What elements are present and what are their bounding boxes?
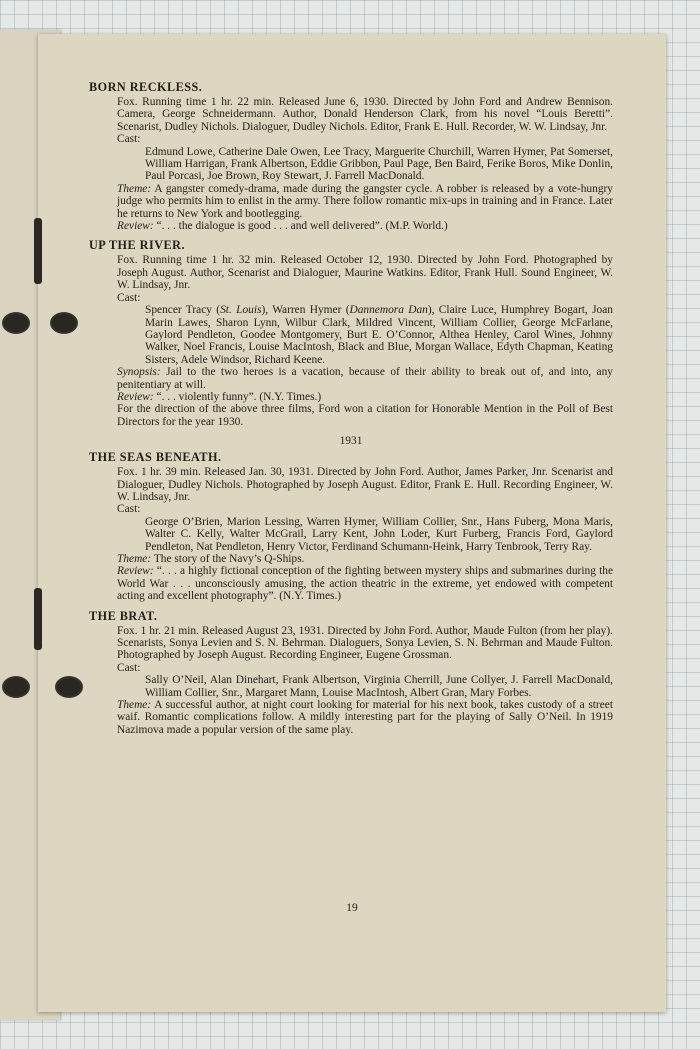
- film-entry-the-brat: [89, 609, 613, 737]
- cast-label: Cast:: [117, 503, 141, 516]
- film-details: Fox. Running time 1 hr. 32 min. Released October 12, 1930. Directed by John Ford. Photographed by Joseph August. Author, Scenarist and Dialoguer, Maurine Watkins. Editor, Frank Hull. Sound Engineer, W. W. Lindsay, Jnr.: [117, 254, 613, 292]
- role-name: Dannemora Dan: [349, 304, 428, 317]
- theme-paragraph: [117, 183, 613, 220]
- film-title: THE BRAT.: [89, 608, 158, 623]
- theme-label: Theme:: [117, 553, 152, 565]
- film-title: BORN RECKLESS.: [89, 80, 203, 94]
- review-label: Review:: [117, 565, 154, 578]
- film-details: Fox. 1 hr. 39 min. Released Jan. 30, 1931. Directed by John Ford. Author, James Parker, Jnr. Scenarist and Dialoguer, Dudley Nichols. Photographed by Joseph August. Editor, Frank E. Hull. Recording Engineer, W. W. Lindsay, Jnr.: [117, 466, 613, 503]
- page-number: 19: [346, 902, 358, 914]
- cast-list: George O’Brien, Marion Lessing, Warren Hymer, William Collier, Snr., Hans Fuberg, Mona Maris, Walter C. Kelly, Walter McGrail, Larry Kent, John Loder, Kurt Furberg, Francis Ford, Gaylord Pendleton, Nat Pendleton, Henry Victor, Ferdinand Schumann-Heink, Harry Tenbrook, Terry Ray.: [145, 515, 613, 553]
- cast-list: Sally O’Neil, Alan Dinehart, Frank Albertson, Virginia Cherrill, June Collyer, J. Farrell MacDonald, William Collier, Snr., Margaret Mann, Louise MacIntosh, Albert Gran, Mary Forbes.: [145, 674, 613, 699]
- film-entry-the-seas-beneath: [89, 450, 613, 602]
- film-title: THE SEAS BENEATH.: [89, 450, 222, 465]
- review-text: “. . . a highly fictional conception of the fighting between mystery ships and submarines during the World War . . . unconsciously amusing, the action theatric in the extreme, yet endowed with competent acting and excellent photography”. (N.Y. Times.): [117, 565, 613, 603]
- review-text: “. . . violently funny”. (N.Y. Times.): [153, 390, 322, 403]
- theme-text: A successful author, at night court looking for material for his next book, takes custody of a street waif. Romantic complications follow. A mildly interesting part for the playing of Sally O’Neil. In 1919 Nazimova made a popular version of the same play.: [117, 699, 613, 736]
- review-paragraph: [117, 391, 613, 403]
- theme-text: A gangster comedy-drama, made during the gangster cycle. A robber is released by a vote-hungry judge who permits him to enlist in the army. There follow romantic mix-ups in training and in France. Later he returns to New York and bootlegging.: [117, 182, 613, 220]
- role-name: St. Louis: [220, 304, 262, 317]
- punch-hole: [2, 312, 30, 334]
- punch-hole: [50, 312, 78, 334]
- film-title: UP THE RIVER.: [89, 238, 186, 253]
- film-details: Fox. Running time 1 hr. 22 min. Released June 6, 1930. Directed by John Ford and Andrew Bennison. Camera, George Schneidermann. Author, Donald Henderson Clark, from his novel “Louis Beretti”. Scenarist, Dudley Nichols. Dialoguer, Dudley Nichols. Editor, Frank E. Hull. Recorder, W. W. Lindsay, Jnr.: [117, 96, 613, 133]
- theme-text: The story of the Navy’s Q-Ships.: [151, 553, 305, 565]
- year-heading: 1931: [339, 435, 363, 448]
- film-entry-up-the-river: [89, 238, 613, 428]
- synopsis-label: Synopsis:: [117, 366, 161, 379]
- theme-label: Theme:: [117, 182, 152, 195]
- review-paragraph: [117, 565, 613, 602]
- synopsis-paragraph: [117, 366, 613, 391]
- review-text: “. . . the dialogue is good . . . and well delivered”. (M.P. World.): [153, 220, 448, 233]
- punch-hole: [55, 676, 83, 698]
- cast-label: Cast:: [117, 661, 141, 674]
- binder-mark: [34, 218, 42, 284]
- review-label: Review:: [117, 390, 154, 403]
- document-page: [38, 34, 666, 1012]
- cast-text: ), Warren Hymer (: [261, 304, 350, 317]
- theme-paragraph: [117, 553, 613, 565]
- page-content: [89, 80, 613, 742]
- cast-label: Cast:: [117, 291, 141, 304]
- review-label: Review:: [117, 220, 154, 233]
- film-entry-born-reckless: [89, 80, 613, 232]
- cast-text: Spencer Tracy (: [145, 304, 221, 317]
- cast-text: ), Claire Luce, Humphrey Bogart, Joan Marin Lawes, Sharon Lynn, Wilbur Clark, Mildred Vincent, William Collier, George McFarlane, Gaylord Pendleton, Goodee Montgomery, Burt E. O’Connor, Althea Henley, Carol Wines, Johnny Walker, Noel Francis, Louise MacIntosh, Black and Blue, Morgan Wallace, Edyth Chapman, Keating Sisters, Adele Windsor, Richard Keene.: [145, 304, 613, 366]
- film-details: Fox. 1 hr. 21 min. Released August 23, 1931. Directed by John Ford. Author, Maude Fulton (from her play). Scenarists, Sonya Levien and S. N. Behrman. Dialoguers, Sonya Levien, S. N. Behrman and Maude Fulton. Photographed by Joseph August. Recording Engineer, Eugene Grossman.: [117, 624, 613, 662]
- cast-list: [145, 304, 613, 366]
- punch-hole: [2, 676, 30, 698]
- theme-paragraph: [117, 699, 613, 736]
- cast-list: Edmund Lowe, Catherine Dale Owen, Lee Tracy, Marguerite Churchill, Warren Hymer, Pat Somerset, William Harrigan, Frank Albertson, Eddie Gribbon, Paul Page, Ben Baird, Ferike Boros, Mike Donlin, Paul Porcasi, Joe Brown, Roy Stewart, J. Farrell MacDonald.: [145, 145, 613, 183]
- cast-label: Cast:: [117, 133, 141, 146]
- synopsis-text: Jail to the two heroes is a vacation, because of their ability to break out of, and into, any penitentiary at will.: [117, 366, 613, 391]
- theme-label: Theme:: [117, 699, 152, 712]
- review-paragraph: [117, 220, 613, 232]
- note-paragraph: For the direction of the above three films, Ford won a citation for Honorable Mention in the Poll of Best Directors for the year 1930.: [117, 403, 613, 428]
- binder-mark: [34, 588, 42, 650]
